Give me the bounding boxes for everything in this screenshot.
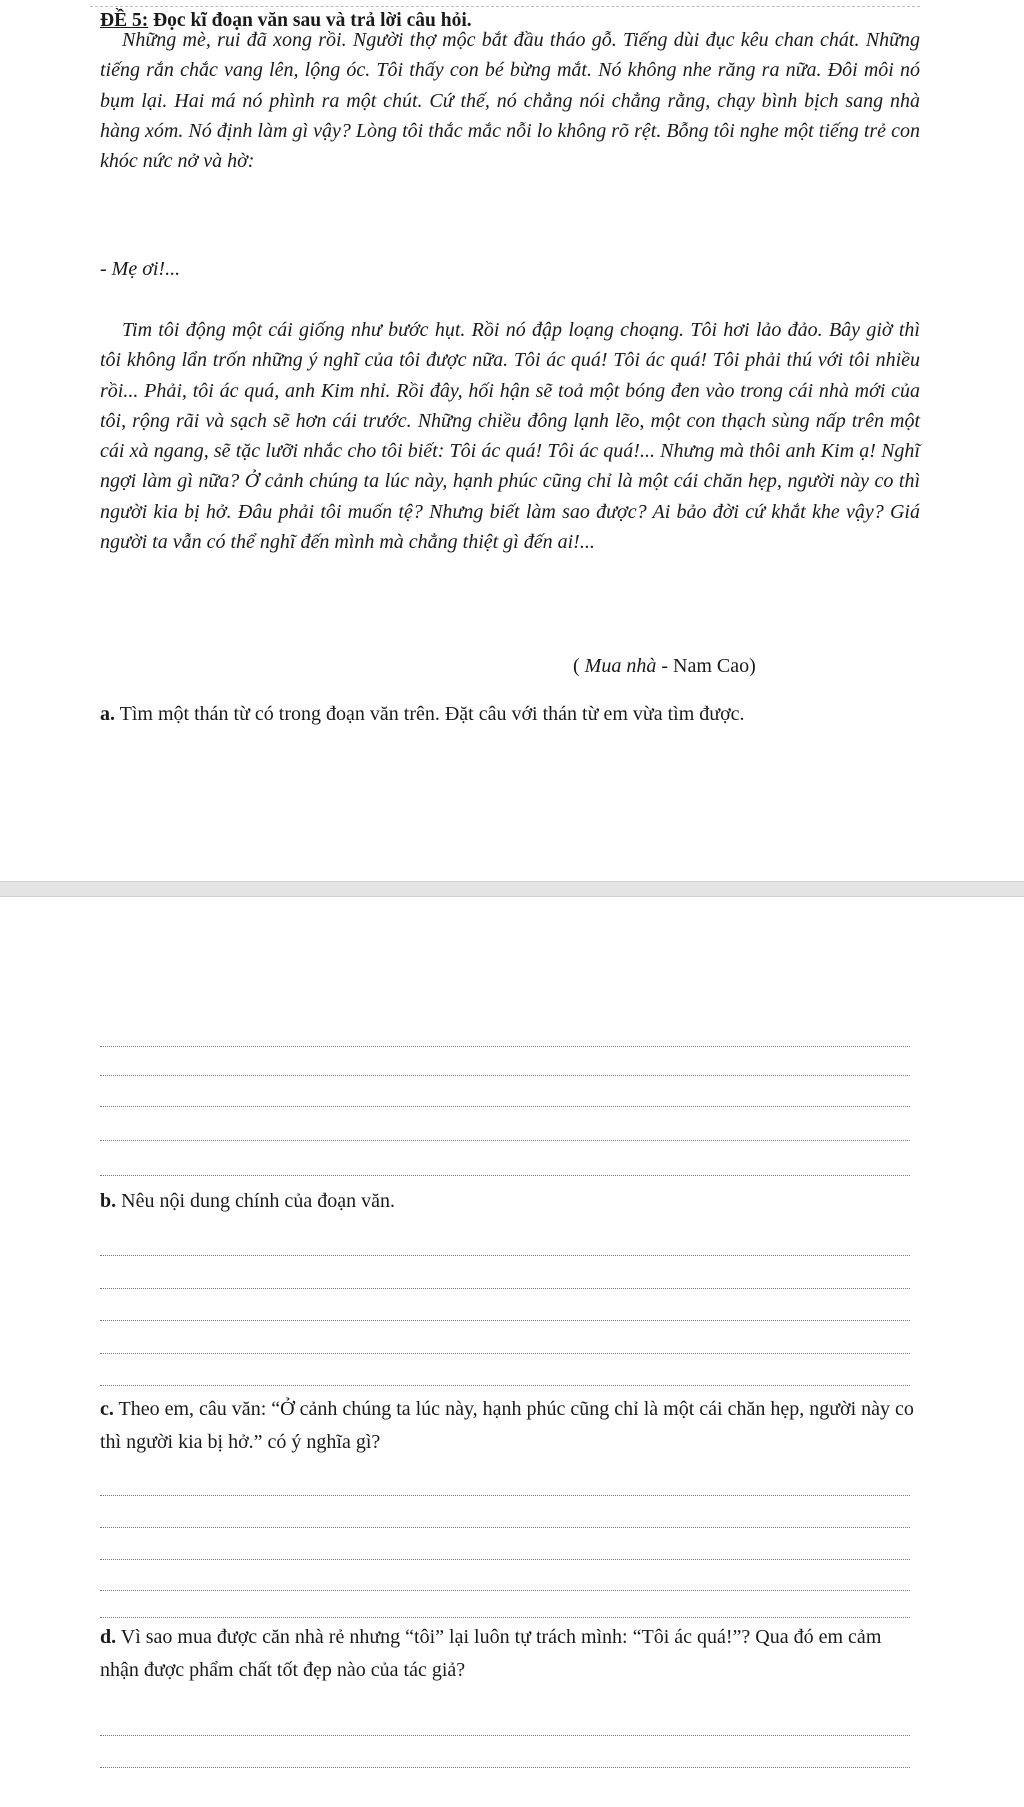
answer-line-d[interactable] bbox=[100, 1767, 910, 1768]
answer-line-c[interactable] bbox=[100, 1590, 910, 1591]
answer-line-a[interactable] bbox=[100, 1046, 910, 1047]
answer-line-b[interactable] bbox=[100, 1288, 910, 1289]
paragraph-1-text: Những mè, rui đã xong rồi. Người thợ mộc bắt đầu tháo gỗ. Tiếng dùi đục kêu chan chát. Những tiếng rắn chắc vang lên, lộng óc. Tôi thấy con bé bừng mắt. Nó không nhe răng ra nữa. Đôi môi nó bụm lại. Hai má nó phình ra một chút. Cứ thế, nó chẳng nói chẳng rằng, chạy bình bịch sang nhà hàng xóm. Nó định làm gì vậy? Lòng tôi thắc mắc nỗi lo không rõ rệt. Bỗng tôi nghe một tiếng trẻ con khóc nức nở và hờ: bbox=[100, 29, 920, 173]
answer-line-b[interactable] bbox=[100, 1255, 910, 1256]
question-a-text: Tìm một thán từ có trong đoạn văn trên. Đặt câu với thán từ em vừa tìm được. bbox=[115, 703, 745, 725]
paragraph-2-text: - Mẹ ơi!... bbox=[100, 258, 181, 280]
answer-line-a[interactable] bbox=[100, 1175, 910, 1176]
answer-line-c[interactable] bbox=[100, 1559, 910, 1560]
answer-line-b[interactable] bbox=[100, 1353, 910, 1354]
passage-paragraph-2 bbox=[100, 254, 920, 284]
answer-line-d[interactable] bbox=[100, 1735, 910, 1736]
answer-line-b[interactable] bbox=[100, 1385, 910, 1386]
answer-line-a[interactable] bbox=[100, 1075, 910, 1076]
heading-label: ĐỀ 5: bbox=[100, 10, 149, 31]
page-break-divider bbox=[0, 881, 1024, 897]
question-d-label: d. bbox=[100, 1626, 117, 1648]
answer-line-b[interactable] bbox=[100, 1320, 910, 1321]
heading-text: Đọc kĩ đoạn văn sau và trả lời câu hỏi. bbox=[148, 10, 472, 31]
question-a bbox=[100, 698, 920, 731]
answer-line-a[interactable] bbox=[100, 1106, 910, 1107]
answer-line-c[interactable] bbox=[100, 1527, 910, 1528]
passage-paragraph-1 bbox=[100, 25, 920, 176]
question-c-label: c. bbox=[100, 1398, 114, 1420]
question-b bbox=[100, 1185, 920, 1218]
citation-open: ( bbox=[573, 655, 585, 677]
source-citation bbox=[573, 655, 756, 678]
answer-line-c[interactable] bbox=[100, 1617, 910, 1618]
top-dashed-rule bbox=[90, 6, 920, 7]
paragraph-3-text: Tim tôi động một cái giống như bước hụt. Rồi nó đập loạng choạng. Tôi hơi lảo đảo. Bây giờ thì tôi không lẩn trốn những ý nghĩ của tôi được nữa. Tôi ác quá! Tôi ác quá! Tôi phải thú với tôi nhiều rồi... Phải, tôi ác quá, anh Kim nhỉ. Rồi đây, hối hận sẽ toả một bóng đen vào trong cái nhà mới của tôi, rộng rãi và sạch sẽ hơn cái trước. Những chiều đông lạnh lẽo, một con thạch sùng nấp trên một cái xà ngang, sẽ tặc lưỡi nhắc cho tôi biết: Tôi ác quá! Tôi ác quá!... Nhưng mà thôi anh Kim ạ! Nghĩ ngợi làm gì nữa? Ở cảnh chúng ta lúc này, hạnh phúc cũng chỉ là một cái chăn hẹp, người này co thì người kia bị hở. Đâu phải tôi muốn tệ? Nhưng biết làm sao được? Ai bảo đời cứ khắt khe vậy? Giá người ta vẫn có thể nghĩ đến mình mà chẳng thiệt gì đến ai!... bbox=[100, 319, 920, 554]
question-b-text: Nêu nội dung chính của đoạn văn. bbox=[116, 1190, 395, 1212]
question-c bbox=[100, 1393, 920, 1459]
question-d-text: Vì sao mua được căn nhà rẻ nhưng “tôi” lại luôn tự trách mình: “Tôi ác quá!”? Qua đó em cảm nhận được phẩm chất tốt đẹp nào của tác giả? bbox=[100, 1626, 882, 1681]
question-d bbox=[100, 1621, 920, 1687]
answer-line-c[interactable] bbox=[100, 1495, 910, 1496]
answer-line-a[interactable] bbox=[100, 1140, 910, 1141]
question-a-label: a. bbox=[100, 703, 115, 725]
citation-title: Mua nhà bbox=[584, 655, 657, 677]
citation-rest: - Nam Cao) bbox=[656, 655, 756, 677]
question-b-label: b. bbox=[100, 1190, 117, 1212]
passage-paragraph-3 bbox=[100, 315, 920, 557]
question-c-text: Theo em, câu văn: “Ở cảnh chúng ta lúc này, hạnh phúc cũng chỉ là một cái chăn hẹp, người này co thì người kia bị hở.” có ý nghĩa gì? bbox=[100, 1398, 914, 1453]
